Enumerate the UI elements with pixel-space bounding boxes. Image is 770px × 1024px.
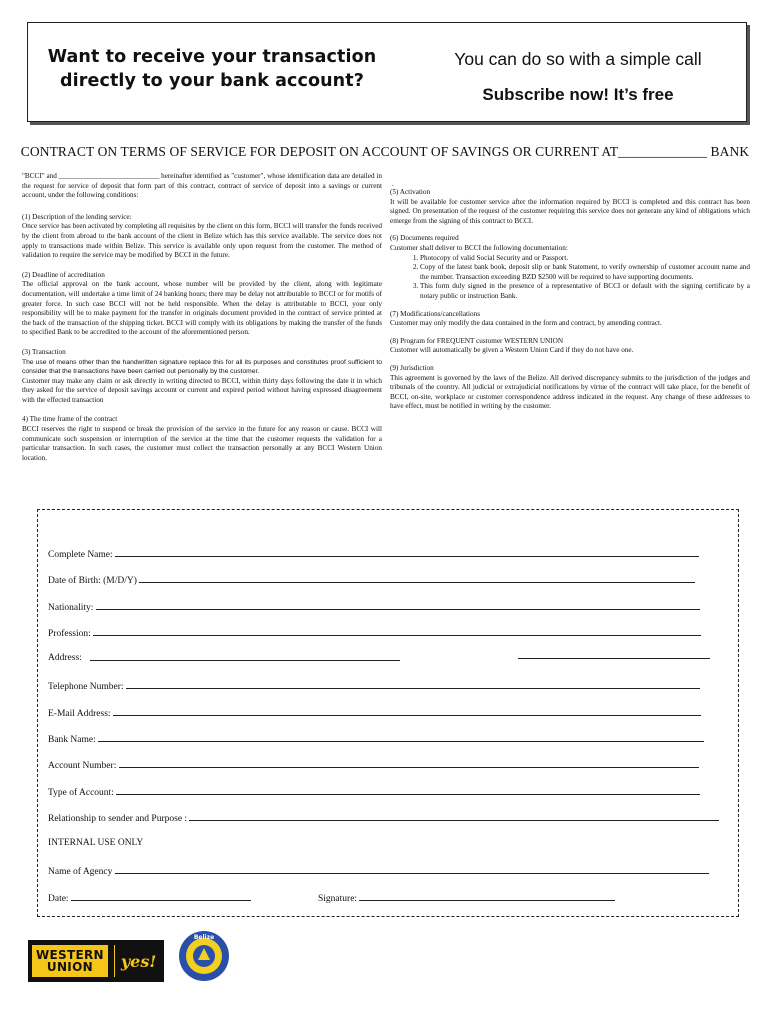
contract-intro: "BCCI" and ____________________________ hereinafter identified as "customer", whose identification data are detailed in the request for service of deposit that form part of this contract, contract of service of deposit into a savings or current account, under the following conditions: (22, 172, 382, 200)
email-label: E-Mail Address: (48, 709, 111, 719)
telephone-field[interactable] (126, 679, 700, 689)
signature-field[interactable] (359, 891, 615, 901)
section-3-notice: The use of means other than the handwritten signature replace this for all its purposes and constitutes proof sufficient to consider that the transactions have been carried out personally by the customer. (22, 358, 382, 376)
section-2-body: The official approval on the bank account, whose number will be provided by the client, along with legitimate documentation, will undertake a time limit of 24 banking hours; there may be delay not attributable to BCCI or for motifs of greater force. In such case BCCI will not be held responsible. When the delay is attributable to BCCI, your only responsibility will be to make payment for the transfer in originals document provided in the contract of service printed at the back of the transaction of the shipping ticket. BCCI will comply with its obligations by making the transfer of the funds to specified Bank to be accredited to the account of the aforementioned person. (22, 280, 382, 337)
section-5-body: It will be available for customer service after the information required by BCCI is completed and this contract has been signed. On presentation of the request of the customer requiring this service does not generate any kind of obligations which emerge from the signing of this contract to BCCI. (390, 197, 750, 225)
signature-row (318, 891, 615, 904)
signature-label: Signature: (318, 894, 358, 904)
section-3-body: Customer may make any claim or ask directly in writing directed to BCCI, within thirty days following the date it in which they asked for the service of deposit savings account or current and expired period without having expressed disagreement with the effected transaction (22, 376, 382, 404)
telephone-label: Telephone Number: (48, 682, 124, 692)
banner-call-text: You can do so with a simple call (454, 49, 702, 69)
banner-subscribe-text: Subscribe now! It’s free (482, 85, 674, 104)
stray-dot: . (392, 180, 394, 188)
contract-left-column (22, 172, 382, 467)
dob-field[interactable] (139, 573, 695, 583)
list-item: 3. This form duly signed in the presence of a representative of BCCI or default with the signing certificate by a notary public or instruction Bank. (420, 282, 750, 301)
agency-field[interactable] (115, 864, 709, 874)
bank-name-row (48, 732, 704, 745)
profession-label: Profession: (48, 629, 91, 639)
profession-field[interactable] (93, 626, 701, 636)
section-6-intro: Customer shall deliver to BCCI the following documentation: (390, 243, 568, 252)
section-4-title: 4) The time frame of the contract (22, 415, 118, 424)
list-item: 1. Photocopy of valid Social Security and or Passport. (420, 254, 750, 264)
section-1-body: Once service has been activated by completing all requisites by the client on this form, BCCI will transfer the funds received by the client from abroad to the bank account of the client in Belize which has this service available. The service does not apply to transactions made within Belize. This service is available only upon request from the customer. The method of validation to require the service may be modified by BCCI in the future. (22, 222, 382, 260)
section-9-title: (9) Jurisdiction (390, 363, 434, 372)
section-7-title: (7) Modifications/cancellations (390, 309, 481, 318)
account-number-row (48, 758, 699, 771)
dob-row (48, 573, 695, 586)
section-7-body: Customer may only modify the data contained in the form and contract, by amending contract. (390, 319, 662, 328)
bank-name-field[interactable] (98, 732, 704, 742)
address-field-extra[interactable] (518, 658, 710, 659)
relationship-row (48, 811, 719, 824)
address-row (48, 653, 82, 663)
internal-use-label: INTERNAL USE ONLY (48, 838, 144, 848)
date-label: Date: (48, 894, 69, 904)
profession-row (48, 626, 701, 639)
list-item: 2. Copy of the latest bank book, deposit slip or bank Statement, to verify ownership of customer account name and the number. Transaction exceeding BZD $2500 will be required to have supporting documents. (420, 263, 750, 282)
section-3-title: (3) Transaction (22, 347, 66, 356)
telephone-row (48, 679, 700, 692)
section-8-title: (8) Program for FREQUENT customer WESTERN UNION (390, 336, 564, 345)
wu-yes-text: yes! (120, 951, 157, 971)
promo-banner (27, 22, 747, 122)
relationship-field[interactable] (189, 811, 719, 821)
account-type-field[interactable] (116, 785, 700, 795)
wu-wordmark (32, 945, 108, 977)
email-row (48, 706, 701, 719)
nationality-field[interactable] (96, 600, 700, 610)
date-field[interactable] (71, 891, 251, 901)
account-type-label: Type of Account: (48, 788, 114, 798)
section-1-title: (1) Description of the lending service: (22, 212, 132, 221)
agency-row (48, 864, 709, 877)
date-row (48, 891, 251, 904)
wu-line-2: UNION (46, 960, 93, 974)
email-field[interactable] (113, 706, 701, 716)
bcci-seal-logo (178, 930, 230, 982)
banner-headline: Want to receive your transaction directly to your bank account? (47, 47, 377, 91)
complete-name-row (48, 547, 699, 560)
address-field[interactable] (90, 660, 400, 661)
section-2-title: (2) Deadline of accreditation (22, 270, 105, 279)
nationality-label: Nationality: (48, 603, 94, 613)
account-number-field[interactable] (119, 758, 699, 768)
bank-name-label: Bank Name: (48, 735, 96, 745)
dob-label: Date of Birth: (M/D/Y) (48, 576, 137, 586)
section-5-title: (5) Activation (390, 188, 431, 196)
section-9-body: This agreement is governed by the laws of the Belize. All derived discrepancy submits to the jurisdiction of the judges and tribunals of the country. All judicial or extrajudicial notifications by virtue of the contract will take place, for the benefit of BCCI, on-site, workplace or customer correspondence address indicated in the request. Any change of these addresses to have effect, must be notified in writing by the customer. (390, 373, 750, 411)
documents-list (390, 254, 750, 302)
wu-separator (114, 945, 115, 977)
contract-title: CONTRACT ON TERMS OF SERVICE FOR DEPOSIT ON ACCOUNT OF SAVINGS OR CURRENT AT_____________ BANK (20, 144, 750, 159)
contract-right-column (390, 188, 750, 416)
internal-use-row (48, 838, 143, 848)
svg-text:Belize: Belize (193, 934, 215, 941)
section-4-body: BCCI reserves the right to suspend or break the provision of the service in the future for any reason or cause. BCCI will communicate such suspension or interruption of the service at the time that the customer requests the validation for a particular transaction. In such cases, the customer must collect the transaction personally at any BCCI Western Union location. (22, 425, 382, 462)
section-6-title: (6) Documents required (390, 234, 459, 243)
nationality-row (48, 600, 700, 613)
agency-label: Name of Agency (48, 867, 113, 877)
relationship-label: Relationship to sender and Purpose : (48, 814, 188, 824)
western-union-logo (28, 940, 164, 982)
address-label: Address: (48, 653, 82, 663)
account-type-row (48, 785, 700, 798)
account-number-label: Account Number: (48, 761, 117, 771)
complete-name-field[interactable] (115, 547, 699, 557)
complete-name-label: Complete Name: (48, 550, 113, 560)
wu-line-1: WESTERN (36, 948, 104, 962)
section-8-body: Customer will automatically be given a Western Union Card if they do not have one. (390, 346, 634, 355)
